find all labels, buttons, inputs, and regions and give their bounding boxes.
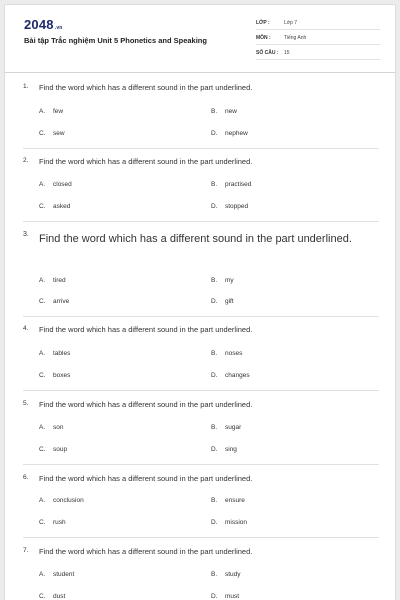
option-letter: D.	[211, 298, 218, 305]
question-number: 4.	[23, 325, 29, 332]
option-text: tired	[53, 277, 66, 284]
option-letter: A.	[39, 497, 46, 504]
question-text: Find the word which has a different sound in the part underlined.	[39, 400, 253, 409]
option-letter: C.	[39, 446, 46, 453]
option-letter: A.	[39, 181, 46, 188]
option-text: gift	[225, 298, 234, 305]
option-text: nephew	[225, 130, 248, 137]
option-text: arrive	[53, 298, 70, 305]
option-letter: B.	[211, 571, 218, 578]
option-text: new	[225, 108, 237, 115]
option-text: dust	[53, 593, 66, 600]
option-letter: D.	[211, 372, 218, 379]
question-number: 2.	[23, 157, 29, 164]
meta-label: SỐ CÂU :	[256, 50, 279, 56]
option-text: stopped	[225, 203, 249, 210]
option-text: practised	[225, 181, 252, 188]
option-text: closed	[53, 181, 72, 188]
logo-suffix: .vn	[54, 25, 63, 31]
option-letter: C.	[39, 203, 46, 210]
question-text: Find the word which has a different sound in the part underlined.	[39, 83, 253, 92]
divider	[23, 464, 379, 465]
question-number: 7.	[23, 547, 29, 554]
option-letter: A.	[39, 571, 46, 578]
option-letter: D.	[211, 519, 218, 526]
meta-value: Lớp 7	[284, 20, 298, 26]
option-letter: D.	[211, 203, 218, 210]
page-title: Bài tập Trắc nghiệm Unit 5 Phonetics and Speaking	[24, 36, 207, 45]
option-letter: A.	[39, 350, 46, 357]
question-text: Find the word which has a different sound in the part underlined.	[39, 547, 253, 556]
meta-row-count	[256, 47, 380, 60]
divider	[23, 221, 379, 222]
divider	[23, 537, 379, 538]
divider	[23, 390, 379, 391]
option-text: changes	[225, 372, 250, 379]
question-text: Find the word which has a different sound in the part underlined.	[39, 325, 253, 334]
option-letter: C.	[39, 593, 46, 600]
option-text: son	[53, 424, 64, 431]
option-letter: D.	[211, 130, 218, 137]
option-text: tables	[53, 350, 71, 357]
option-letter: C.	[39, 519, 46, 526]
question-text: Find the word which has a different sound in the part underlined.	[39, 157, 253, 166]
option-letter: B.	[211, 277, 218, 284]
option-text: sew	[53, 130, 65, 137]
option-letter: A.	[39, 108, 46, 115]
option-text: few	[53, 108, 64, 115]
option-text: my	[225, 277, 234, 284]
option-text: student	[53, 571, 75, 578]
meta-value: 15	[284, 50, 290, 56]
option-letter: C.	[39, 298, 46, 305]
option-text: asked	[53, 203, 71, 210]
option-text: mission	[225, 519, 248, 526]
option-text: boxes	[53, 372, 71, 379]
divider	[23, 148, 379, 149]
option-letter: B.	[211, 424, 218, 431]
option-letter: B.	[211, 108, 218, 115]
meta-label: LỚP :	[256, 20, 270, 26]
question-number: 1.	[23, 83, 29, 90]
meta-row-subject	[256, 32, 380, 45]
option-text: noses	[225, 350, 243, 357]
meta-label: MÔN :	[256, 35, 271, 41]
option-letter: C.	[39, 130, 46, 137]
question-number: 6.	[23, 474, 29, 481]
option-letter: B.	[211, 350, 218, 357]
option-text: sugar	[225, 424, 242, 431]
option-text: study	[225, 571, 241, 578]
option-text: sing	[225, 446, 237, 453]
option-letter: C.	[39, 372, 46, 379]
option-letter: D.	[211, 446, 218, 453]
worksheet-header	[5, 5, 395, 73]
option-letter: B.	[211, 181, 218, 188]
meta-row-class	[256, 17, 380, 30]
question-text: Find the word which has a different sound in the part underlined.	[39, 233, 352, 245]
logo-text: 2048	[24, 17, 54, 32]
option-letter: B.	[211, 497, 218, 504]
option-letter: A.	[39, 277, 46, 284]
question-number: 3.	[23, 231, 29, 238]
option-letter: A.	[39, 424, 46, 431]
question-number: 5.	[23, 400, 29, 407]
option-text: must	[225, 593, 240, 600]
option-letter: D.	[211, 593, 218, 600]
question-text: Find the word which has a different sound in the part underlined.	[39, 474, 253, 483]
option-text: rush	[53, 519, 66, 526]
divider	[23, 316, 379, 317]
option-text: conclusion	[53, 497, 84, 504]
site-logo[interactable]	[24, 17, 63, 32]
worksheet	[4, 4, 396, 600]
option-text: soup	[53, 446, 68, 453]
option-text: ensure	[225, 497, 245, 504]
meta-value: Tiếng Anh	[284, 35, 307, 41]
